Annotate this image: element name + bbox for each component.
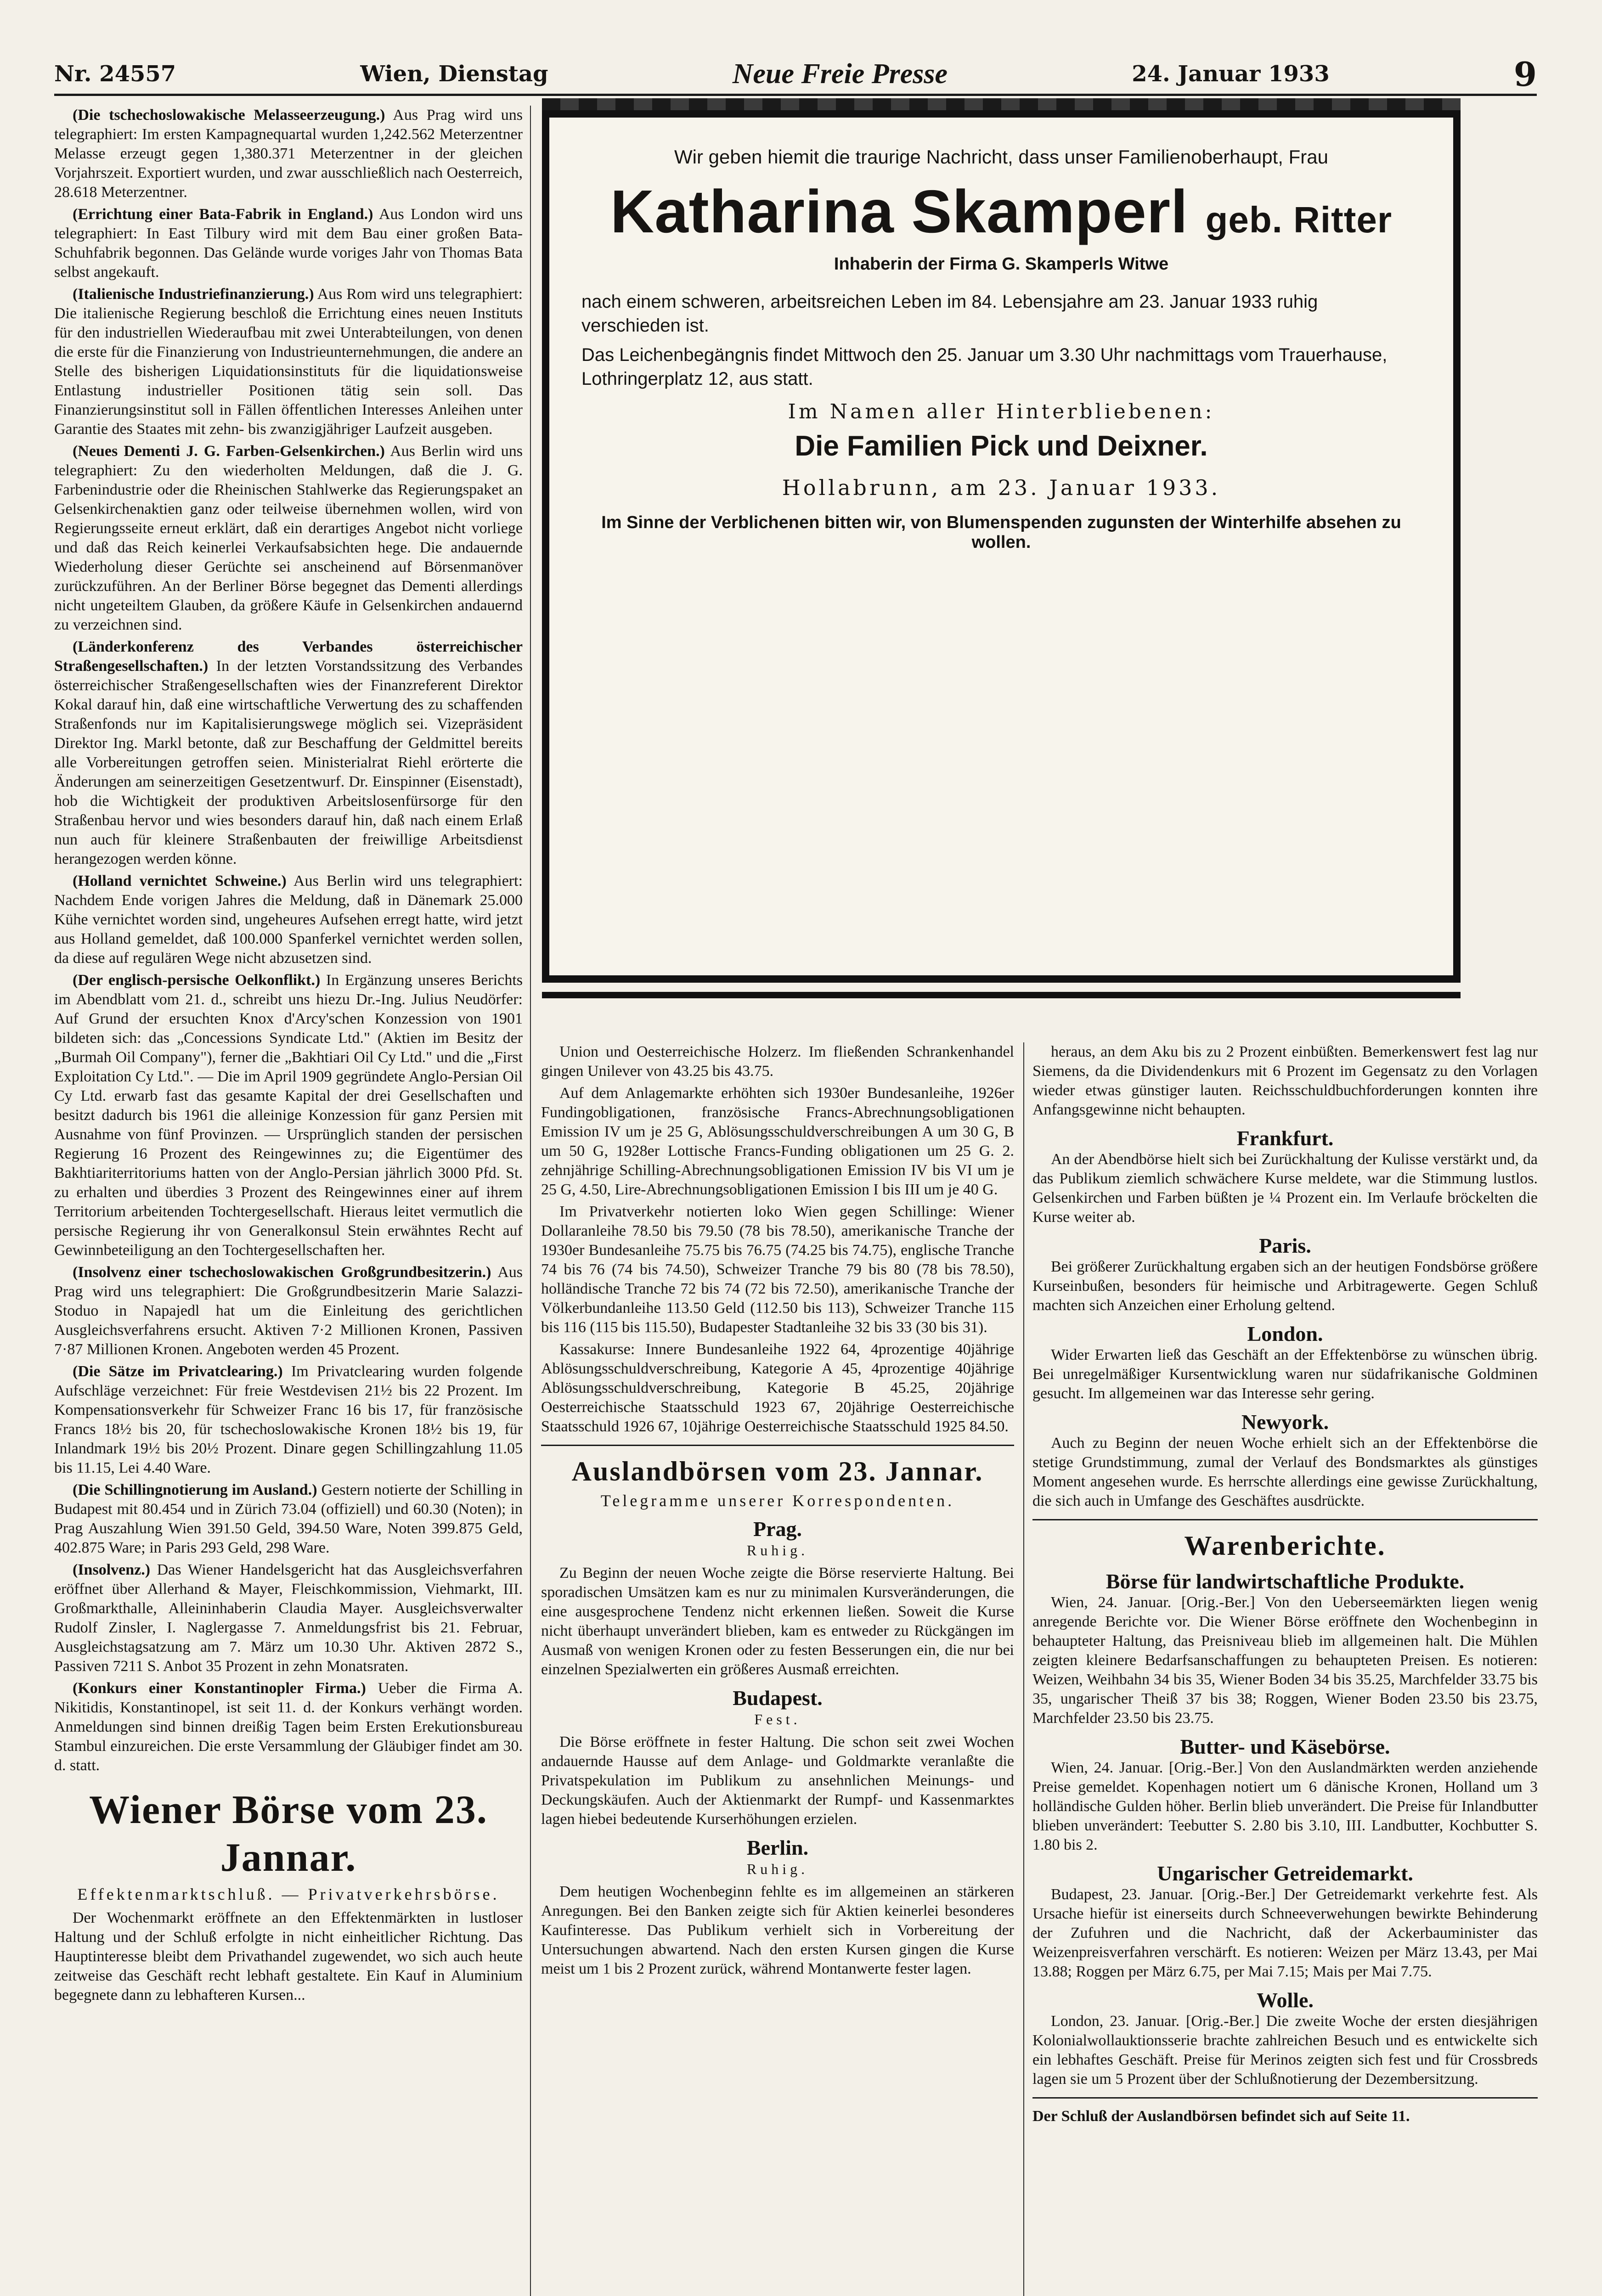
news-item: [54, 285, 523, 439]
market-paragraph: Im Privatverkehr notierten loko Wien gegen Schillinge: Wiener Dollaranleihe 78.50 bis 79.50 (78 bis 78.50), amerikanische Tranche der 1930er Bundesanleihe 75.75 bis 76.75 (74.25 bis 74.75), englische Tranche 74 bis 76 (74 bis 74.50), Schweizer Tranche 79 bis 80 (78 bis 78.50), holländische Tranche 72 bis 74 (72 bis 72.50), amerikanische Tranche der Völkerbundanleihe 113.50 Geld (112.50 bis 113), Schweizer Tranche 115 bis 116 (115 bis 115.50), Budapester Stadtanleihe 32 bis 33 (30 bis 31).: [541, 1203, 1014, 1336]
news-item-heading: (Italienische Industriefinanzierung.): [73, 286, 314, 303]
news-item-text: Aus Berlin wird uns telegraphiert: Zu den wiederholten Meldungen, daß die J. G. Farbenindustrie oder die Rheinischen Stahlwerke das Regierungspaket an Gelsenkirchenaktien ganz oder teilweise übernehmen wollen, wird von Regierungsseite erneut erklärt, daß ein derartiges Angebot nicht vorliege und daß das Reich keinerlei Verkaufsabsichten hege. Die andauernde Wiederholung dieser Gerüchte sei anscheinend auf Börsenmanöver zurückzuführen. An der Berliner Börse begegnet das Dementi allerdings nicht ungeteiltem Glauben, da größere Käufe in Gelsenkirchen andauernd zu verzeichnen sind.: [54, 443, 523, 633]
news-item-text: Das Wiener Handelsgericht hat das Ausgleichsverfahren eröffnet über Allerhand & Mayer, Fleischkommission, Viehmarkt, III. Großmarkthalle, Alleininhaberin Claudia Mayer. Ausgleichsverwalter Rudolf Zinsler, I. Naglergasse 7. Anmeldungsfrist bis 21. Februar, Ausgleichstagsatzung am 7. März um 10.30 Uhr. Aktiven 2872 S., Passiven 7211 S. Anbot 35 Prozent in zehn Monatsraten.: [54, 1561, 523, 1675]
commodity-report: Wien, 24. Januar. [Orig.-Ber.] Von den Auslandmärkten werden anziehende Preise gemeldet. Kopenhagen notiert um 6 dänische Kronen, Holland um 3 holländische Gulden höher. Berlin blieb unverändert. Die Preise für Inlandbutter blieben unverändert: Teebutter S. 2.80 bis 3.10, III. Landbutter, Kochbutter S. 1.80 bis 2.: [1032, 1759, 1538, 1853]
news-item: [54, 442, 523, 635]
newspaper-title: Neue Freie Presse: [732, 58, 948, 90]
news-item-heading: (Die Schillingnotierung im Ausland.): [73, 1481, 317, 1498]
market-report: Bei größerer Zurückhaltung ergaben sich an der heutigen Fondsbörse größere Kurseinbußen, besonders für heimische und Arbitragewerte. Gegen Schluß machten sich Anzeichen einer Erholung geltend.: [1032, 1258, 1538, 1314]
news-item-heading: (Holland vernichtet Schweine.): [73, 872, 287, 889]
market-heading: Newyork.: [1241, 1410, 1329, 1434]
deceased-name: [581, 177, 1421, 254]
page-number: 9: [1513, 54, 1537, 94]
news-item: [54, 106, 523, 202]
commodity-heading: Börse für landwirtschaftliche Produkte.: [1106, 1570, 1465, 1593]
commodity-heading: Wolle.: [1257, 1988, 1314, 2012]
section-divider: [1032, 2097, 1538, 2099]
market-heading: Frankfurt.: [1236, 1126, 1334, 1150]
obituary-place-date: Hollabrunn, am 23. Januar 1933.: [782, 475, 1221, 500]
news-item-heading: (Insolvenz einer tschechoslowakischen Großgrundbesitzerin.): [73, 1264, 491, 1281]
market-report: An der Abendbörse hielt sich bei Zurückhaltung der Kulisse verstärkt und, da das Publikum ziemlich schwächere Kurse meldete, war die Stimmung lustlos. Gelsenkirchen und Farben büßten je ¼ Prozent ein. Im Verlaufe bröckelten die Kurse weiter ab.: [1032, 1151, 1538, 1226]
news-item-text: Aus Prag wird uns telegraphiert: Die Großgrundbesitzerin Marie Salazzi-Stoduo in Napajedl hat um die Einleitung des gerichtlichen Ausgleichsverfahrens ersucht. Aktiven 7·2 Millionen Kronen, Passiven 7·87 Millionen Kronen. Angeboten werden 45 Prozent.: [54, 1264, 523, 1358]
column-3: [1032, 1042, 1538, 2296]
commodity-heading: Ungarischer Getreidemarkt.: [1157, 1862, 1413, 1885]
news-item: [54, 971, 523, 1260]
deceased-name-main: Katharina Skamperl: [610, 178, 1188, 245]
city-mood: Fest.: [754, 1711, 801, 1728]
news-item-text: Gestern notierte der Schilling in Budapest mit 80.454 und in Zürich 73.04 (offiziell) und 60.30 (Noten); in Prag Auszahlung Wien 391.50 Geld, 394.50 Ware, Noten 399.875 Geld, 402.875 Ware; in Paris 293 Geld, 298 Ware.: [54, 1481, 523, 1556]
news-item-heading: (Die tschechoslowakische Melasseerzeugung.): [73, 107, 385, 124]
market-report: Auch zu Beginn der neuen Woche erhielt sich an der Effektenbörse die stetige Grundstimmung, zumal der Verlauf des Bondsmarktes als günstiges Moment angesehen wurde. Es herrschte allerdings eine gewisse Zurückhaltung, die sich auch in Umfange des Geschäftes ausdrückte.: [1032, 1435, 1538, 1509]
column-divider-1: [530, 106, 531, 2296]
city-report: Zu Beginn der neuen Woche zeigte die Börse reservierte Haltung. Bei sporadischen Umsätzen kam es nur zu minimalen Kursveränderungen, die eine ausgesprochene Tendenz nicht erkennen ließen. Soweit die Kurse nicht überhaupt unverändert blieben, kam es entweder zu Rückgängen im Ausmaß von wenigen Kronen oder zu festen Besserungen ein, die nur bei einzelnen Spezialwerten ein größeres Ausmaß erreichten.: [541, 1564, 1014, 1678]
city-heading: Prag.: [753, 1517, 802, 1541]
news-item: [54, 1263, 523, 1359]
column-2: [541, 1042, 1014, 2296]
market-paragraph: Auf dem Anlagemarkte erhöhten sich 1930er Bundesanleihe, 1926er Fundingobligationen, französische Francs-Abrechnungsobligationen Emission IV um je 25 G, Ablösungsschuldverschreibungen A um 30 G, B um 50 G, 1928er Lottische Francs-Funding obligationen um 25 G. 2. zehnjährige Schilling-Abrechnungsobligationen Emission IV bis VI um je 25 G, 4.50, Lire-Abrechnungsobligationen Emission I bis III um je 40 G.: [541, 1085, 1014, 1198]
news-item: [54, 1679, 523, 1775]
boerse-title: Wiener Börse vom 23. Jannar.: [89, 1788, 488, 1880]
news-item: [54, 872, 523, 968]
news-item-text: Aus London wird uns telegraphiert: In East Tilbury wird mit dem Bau einer großen Bata-Schuhfabrik begonnen. Das Gelände wurde voriges Jahr von Thomas Bata selbst angekauft.: [54, 206, 523, 281]
news-item-heading: (Neues Dementi J. G. Farben-Gelsenkirchen.): [73, 443, 385, 460]
market-paragraph: Kassakurse: Innere Bundesanleihe 1922 64, 4prozentige 40jährige Ablösungsschuldverschreibung, Kategorie A 45, 4prozentige 40jährige Ablösungsschuldverschreibung, Kategorie B 45.25, 20jährige Oesterreichische Staatsschuld 1923 67, 20jährige Oesterreichische Staatsschuld 1926 67, 10jährige Oesterreichische Staatsschuld 1925 84.50.: [541, 1341, 1014, 1435]
commodity-report: London, 23. Januar. [Orig.-Ber.] Die zweite Woche der ersten diesjährigen Kolonialwollauktionsserie brachte zahlreichen Besuch und es entwickelte sich ein lebhaftes Geschäft. Preise für Merinos zeigten sich fest und für Crossbreds lagen sie um 5 Prozent über der Schlußnotierung der Dezembersitzung.: [1032, 2013, 1538, 2088]
city-heading: Budapest.: [733, 1686, 823, 1710]
news-item-heading: (Der englisch-persische Oelkonflikt.): [73, 972, 321, 989]
issue-date: 24. Januar 1933: [1132, 61, 1330, 87]
city-mood: Ruhig.: [746, 1861, 809, 1877]
obituary-request: Im Sinne der Verblichenen bitten wir, von Blumenspenden zugunsten der Winterhilfe absehen zu wollen.: [601, 513, 1401, 552]
news-item-text: In Ergänzung unseres Berichts im Abendblatt vom 21. d., schreibt uns hiezu Dr.-Ing. Julius Neudörfer: Auf Grund der ersuchten Knox d'Arcy'schen Konzession von 1901 bildeten sich: das „Concessions Syndicate Ltd." (Aktien im Besitz der „Burmah Oil Company"), ferner die „Bakhtiari Oil Cy Ltd." und die „First Exploitation Cy Ltd.". — Die im April 1909 gegründete Anglo-Persian Oil Cy Ltd. erwarb fast das gesamte Kapital der drei Gesellschaften und besitzt dadurch bis 1961 die alleinige Konzession für ganz Persien mit Ausnahme von fünf Provinzen. — Ursprünglich standen der persischen Regierung 16 Prozent des Reingewinnes zu; die Eigentümer des Bakhtiariterritoriums hatten von der Anglo-Persian jährlich 3000 Pfd. St. zu erhalten und überdies 3 Prozent des Reingewinnes einer auf ihrem Territorium arbeitenden Tochtergesellschaft. Hieraus leitet vermutlich die persische Regierung ihr von Generalkonsul Stein erwähntes Recht auf Gewinnbeteiligung an den Tochtergesellschaften her.: [54, 972, 523, 1259]
news-item: [54, 1480, 523, 1558]
boerse-text: Der Wochenmarkt eröffnete an den Effektenmärkten in lustloser Haltung und der Schluß erfolgte in nicht einheitlicher Richtung. Das Hauptinteresse bleibt dem Privathandel zugewendet, wo sich auch heute zeitweise das Geschäft recht lebhaft gestaltete. Ein Kauf in Aluminium begegnete dann zu lebhafteren Kursen...: [54, 1909, 523, 2003]
obituary-bottom-border: [542, 992, 1461, 998]
city-heading: Berlin.: [746, 1836, 809, 1859]
auslands-subtitle: Telegramme unserer Korrespondenten.: [600, 1491, 955, 1510]
news-item-text: Aus Prag wird uns telegraphiert: Im ersten Kampagnequartal wurden 1,242.562 Meterzentner Melasse erzeugt gegen 1,380.371 Meterzentner in der gleichen Vorjahrszeit. Exportiert wurden, und zwar ausschließlich nach Oesterreich, 28.618 Meterzentner.: [54, 107, 523, 201]
news-item-text: Aus Rom wird uns telegraphiert: Die italienische Regierung beschloß die Errichtung eines neuen Instituts für den industriellen Wiederaufbau mit zwei Unterabteilungen, von denen die erste für die Finanzierung von Industrieunternehmungen, die andere an Stelle des bisherigen Liquidationsinstituts für die liquidationsweise Entlastung industrieller Positionen tätig sein soll. Das Finanzierungsinstitut soll in Fällen öffentlichen Interesses Anleihen unter Garantie des Staates mit zehn- bis zwanzigjähriger Laufzeit ausgeben.: [54, 286, 523, 438]
waren-title: Warenberichte.: [1184, 1531, 1386, 1561]
news-item-heading: (Insolvenz.): [73, 1561, 151, 1578]
obituary-intro: Wir geben hiemit die traurige Nachricht, dass unser Familienoberhaupt, Frau: [674, 146, 1328, 168]
news-item: [54, 1560, 523, 1676]
obituary-body-2: Das Leichenbegängnis findet Mittwoch den 25. Januar um 3.30 Uhr nachmittags vom Trauerhause, Lothringerplatz 12, aus statt.: [581, 345, 1388, 389]
news-item-heading: (Errichtung einer Bata-Fabrik in England.): [73, 206, 373, 223]
obituary-body-1: nach einem schweren, arbeitsreichen Leben im 84. Lebensjahre am 23. Januar 1933 ruhig verschieden ist.: [581, 292, 1318, 336]
masthead: [54, 54, 1537, 96]
news-item: [54, 637, 523, 869]
news-item-text: Aus Berlin wird uns telegraphiert: Nachdem Ende vorigen Jahres die Meldung, daß in Dänemark 25.000 Kühe vernichtet worden sind, ungeheures Aufsehen erregt hatte, wird jetzt aus Holland gemeldet, daß 100.000 Spanferkel vernichtet werden sollen, da diese auf regulären Wege nicht abzusetzen sind.: [54, 872, 523, 967]
news-item-heading: (Konkurs einer Konstantinopler Firma.): [73, 1680, 366, 1697]
news-item-text: In der letzten Vorstandssitzung des Verbandes österreichischer Straßengesellschaften wies der Finanzreferent Direktor Kokal darauf hin, daß eine wirtschaftliche Verwertung des zu schaffenden Straßenfonds nur im Kapitalisierungswege möglich sei. Vizepräsident Direktor Ing. Markl betonte, daß zur Beschaffung der Geldmittel bereits alle Vorbereitungen getroffen seien. Ministerialrat Riehl erörterte die Änderungen am seinerzeitigen Gesetzentwurf. Dr. Einspinner (Eisenstadt), hob die Wichtigkeit der produktiven Arbeitslosenfürsorge für den Straßenbau hervor und wies besonders darauf hin, daß nach einem Erlaß nun auch für kleinere Straßenbauten der freiwillige Arbeitsdienst herangezogen werden könne.: [54, 658, 523, 867]
section-divider: [1032, 1519, 1538, 1520]
column-3-intro: heraus, an dem Aku bis zu 2 Prozent einbüßten. Bemerkenswert fest lag nur Siemens, da die Dividendenkurs mit 6 Prozent im Gegensatz zu den Vorlagen wieder etwas günstiger lauten. Reichsschuldbuchforderungen konnten ihre Anfangsgewinne nicht behaupten.: [1032, 1043, 1538, 1118]
deceased-role: Inhaberin der Firma G. Skamperls Witwe: [834, 254, 1169, 274]
commodity-report: Wien, 24. Januar. [Orig.-Ber.] Von den Ueberseemärkten liegen wenig anregende Berichte vor. Die Wiener Börse eröffnete den Wochenbeginn in behaupteter Haltung, das Preisniveau blieb im allgemeinen halt. Die Mühlen zeigten kleinere Bedarfsanschaffungen zu behaupteten Preisen. Es notieren: Weizen, Weihbahn 34 bis 35, Wiener Boden 34 bis 35.25, Marchfelder 33.75 bis 35, ungarischer Theiß 37 bis 38; Roggen, Wiener Boden 23.50 bis 23.75, Marchfelder 23.50 bis 23.75.: [1032, 1594, 1538, 1727]
deceased-name-suffix: geb. Ritter: [1205, 199, 1393, 240]
boerse-subtitle: Effektenmarktschluß. — Privatverkehrsbörse.: [77, 1885, 500, 1903]
column-1: [54, 106, 523, 2296]
obituary-notice: [542, 110, 1461, 983]
news-item-text: Im Privatclearing wurden folgende Aufschläge verzeichnet: Für freie Westdevisen 21½ bis 22 Prozent. Im Kompensationsverkehr für Schweizer Franc 16 bis 17, für französische Francs 18½ bis 20, für tschechoslowakische Kronen 18½ bis 19, für Inlandmark 19½ bis 20½ Prozent. Dinare gegen Schillingzahlung 11.05 bis 11.15, Lei 4.40 Ware.: [54, 1363, 523, 1476]
place-day: Wien, Dienstag: [360, 61, 548, 87]
auslands-title: Auslandbörsen vom 23. Jannar.: [571, 1456, 984, 1486]
commodity-heading: Butter- und Käsebörse.: [1180, 1735, 1390, 1758]
news-item-text: Ueber die Firma A. Nikitidis, Konstantinopel, ist seit 11. d. der Konkurs verhängt worden. Anmeldungen sind binnen dreißig Tagen beim Ersten Erekutionsbureau Stambul einzureichen. Die erste Versammlung der Gläubiger findet am 30. d. statt.: [54, 1680, 523, 1774]
news-item-heading: (Länderkonferenz des Verbandes österreichischer Straßengesellschaften.): [54, 638, 523, 675]
city-report: Dem heutigen Wochenbeginn fehlte es im allgemeinen an stärkeren Anregungen. Bei den Banken zeigte sich für Aktien keinerlei besonderes Kaufinteresse. Das Publikum verhielt sich in Vorbereitung der Untersuchungen abwartend. Nach den ersten Kursen gingen die Kurse meist um 1 bis 2 Prozent zurück, während Montanwerte fester lagen.: [541, 1883, 1014, 1977]
market-heading: London.: [1247, 1322, 1323, 1345]
news-item: [54, 205, 523, 282]
city-mood: Ruhig.: [746, 1542, 809, 1559]
commodity-report: Budapest, 23. Januar. [Orig.-Ber.] Der Getreidemarkt verkehrte fest. Als Ursache hiefür ist einerseits durch Schneeverwehungen bewirkte Behinderung der Zufuhren und die Nachricht, daß der Ackerbauminister das Weizenpreisverfahren verschärft. Es notieren: Weizen per März 13.43, per Mai 13.88; Roggen per März 6.75, per Mai 7.15; Mais per Mai 7.75.: [1032, 1886, 1538, 1980]
issue-number: Nr. 24557: [54, 61, 176, 87]
market-report: Wider Erwarten ließ das Geschäft an der Effektenbörse zu wünschen übrig. Bei unregelmäßiger Kursentwicklung waren nur südafrikanische Goldminen gesucht. Im allgemeinen war das Interesse sehr gering.: [1032, 1346, 1538, 1402]
news-item-heading: (Die Sätze im Privatclearing.): [73, 1363, 283, 1380]
column-divider-2: [1023, 1042, 1024, 2296]
section-divider: [541, 1445, 1014, 1446]
obituary-on-behalf: Im Namen aller Hinterbliebenen:: [788, 400, 1215, 423]
market-paragraph: Union und Oesterreichische Holzerz. Im fließenden Schrankenhandel gingen Unilever von 43.25 bis 43.75.: [541, 1043, 1014, 1080]
footer-note: Der Schluß der Auslandbörsen befindet sich auf Seite 11.: [1032, 2108, 1410, 2125]
market-heading: Paris.: [1259, 1234, 1311, 1257]
city-report: Die Börse eröffnete in fester Haltung. Die schon seit zwei Wochen andauernde Hausse auf dem Anlage- und Goldmarkte veranlaßte die Privatspekulation im Publikum zu ansehnlichen Meinungs- und Deckungskäufen. Auch der Aktienmarkt der Rumpf- und Kassenmarktes lagen hiebei bedeutende Kurserhöhungen erzielen.: [541, 1733, 1014, 1828]
news-item: [54, 1362, 523, 1478]
obituary-families: Die Familien Pick und Deixner.: [795, 430, 1208, 462]
